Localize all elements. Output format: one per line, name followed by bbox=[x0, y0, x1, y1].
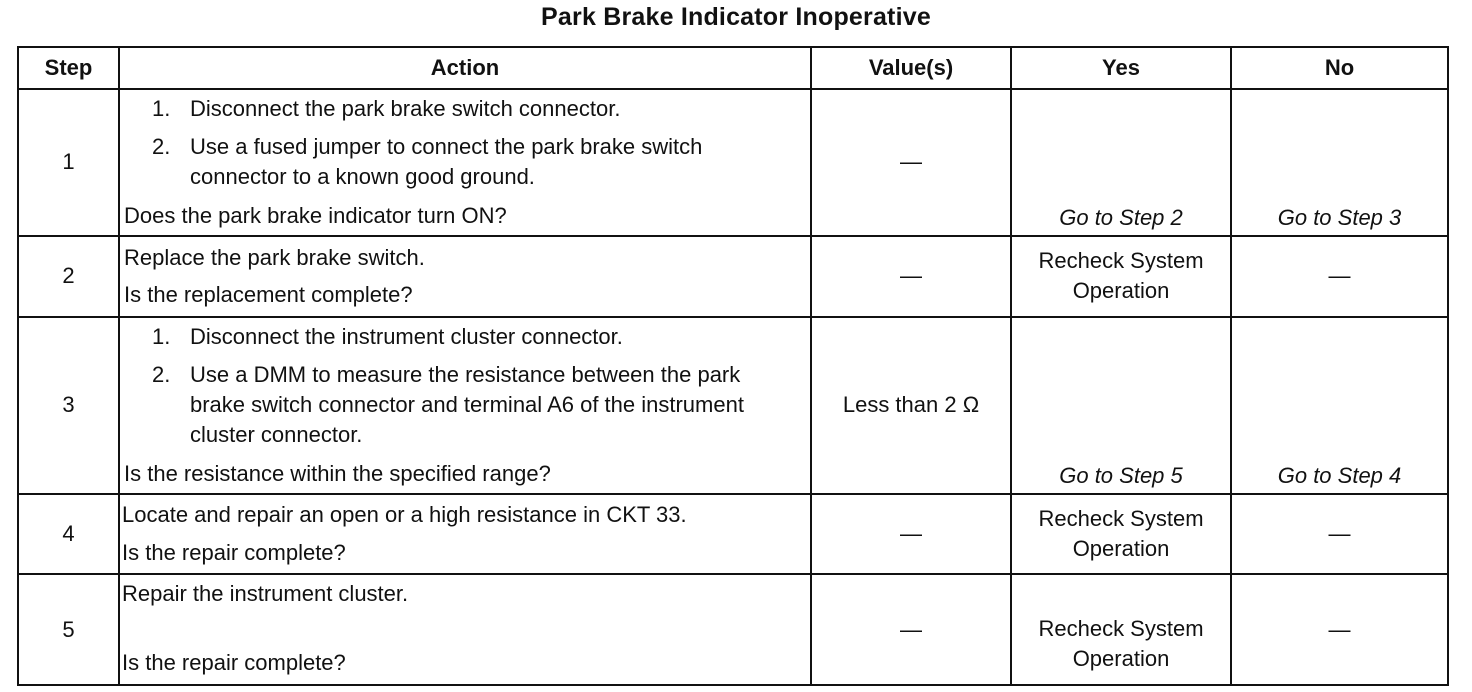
no-cell: — bbox=[1231, 236, 1448, 317]
list-item bbox=[152, 360, 804, 450]
action-list bbox=[124, 94, 804, 192]
step-number: 1 bbox=[18, 89, 119, 236]
yes-cell bbox=[1011, 236, 1231, 317]
goto-link: Go to Step 5 bbox=[1059, 462, 1183, 488]
value-cell: — bbox=[811, 89, 1011, 236]
goto-link: Go to Step 2 bbox=[1059, 204, 1183, 230]
recheck-text: Recheck System Operation bbox=[1038, 615, 1204, 671]
header-no: No bbox=[1231, 47, 1448, 89]
question-text: Is the resistance within the specified range? bbox=[124, 460, 551, 486]
action-cell bbox=[119, 89, 811, 236]
yes-cell bbox=[1011, 494, 1231, 575]
table-row-step-2 bbox=[18, 236, 1448, 317]
action-text: Repair the instrument cluster. bbox=[122, 581, 409, 607]
step-number: 3 bbox=[18, 317, 119, 494]
action-cell bbox=[119, 494, 811, 575]
list-item-number: 1. bbox=[152, 323, 171, 349]
value-cell: Less than 2 Ω bbox=[811, 317, 1011, 494]
list-item-text: Disconnect the park brake switch connector. bbox=[190, 96, 621, 121]
action-cell bbox=[119, 317, 811, 494]
question-text: Is the repair complete? bbox=[122, 650, 346, 675]
list-item bbox=[152, 94, 804, 124]
no-cell: — bbox=[1231, 574, 1448, 685]
yes-cell bbox=[1011, 574, 1231, 685]
header-values: Value(s) bbox=[811, 47, 1011, 89]
question-text: Is the repair complete? bbox=[122, 539, 346, 565]
list-item-number: 1. bbox=[152, 96, 171, 121]
table-row-step-3 bbox=[18, 317, 1448, 494]
header-action: Action bbox=[119, 47, 811, 89]
table-row-step-4 bbox=[18, 494, 1448, 575]
header-row bbox=[18, 47, 1448, 89]
yes-cell bbox=[1011, 89, 1231, 236]
header-step: Step bbox=[18, 47, 119, 89]
header-yes: Yes bbox=[1011, 47, 1231, 89]
recheck-text: Recheck System Operation bbox=[1038, 505, 1204, 561]
list-item-text: Use a DMM to measure the resistance between the park brake switch connector and terminal A6 of the instrument cluster connector. bbox=[190, 361, 744, 447]
list-item-number: 2. bbox=[152, 134, 171, 159]
action-text: Locate and repair an open or a high resistance in CKT 33. bbox=[122, 502, 687, 528]
diagnostic-table bbox=[17, 46, 1449, 686]
action-cell bbox=[119, 236, 811, 317]
step-number: 5 bbox=[18, 574, 119, 685]
goto-link: Go to Step 4 bbox=[1277, 462, 1402, 488]
value-cell: — bbox=[811, 494, 1011, 575]
page-title: Park Brake Indicator Inoperative bbox=[541, 3, 931, 31]
step-number: 4 bbox=[18, 494, 119, 575]
yes-cell bbox=[1011, 317, 1231, 494]
list-item bbox=[152, 322, 804, 352]
no-cell bbox=[1231, 89, 1448, 236]
goto-link: Go to Step 3 bbox=[1277, 204, 1402, 230]
list-item bbox=[152, 132, 804, 192]
step-number: 2 bbox=[18, 236, 119, 317]
list-item-text: Use a fused jumper to connect the park brake switch connector to a known good ground. bbox=[190, 134, 703, 189]
question-text: Does the park brake indicator turn ON? bbox=[124, 202, 507, 228]
action-list bbox=[124, 322, 804, 450]
value-cell: — bbox=[811, 574, 1011, 685]
no-cell: — bbox=[1231, 494, 1448, 575]
value-cell: — bbox=[811, 236, 1011, 317]
action-text: Replace the park brake switch. bbox=[124, 244, 425, 270]
question-text: Is the replacement complete? bbox=[124, 281, 413, 307]
table-row-step-1 bbox=[18, 89, 1448, 236]
list-item-text: Disconnect the instrument cluster connector. bbox=[190, 323, 623, 349]
recheck-text: Recheck System Operation bbox=[1038, 248, 1204, 304]
table-row-step-5 bbox=[18, 574, 1448, 685]
list-item-number: 2. bbox=[152, 361, 171, 387]
action-cell bbox=[119, 574, 811, 685]
no-cell bbox=[1231, 317, 1448, 494]
